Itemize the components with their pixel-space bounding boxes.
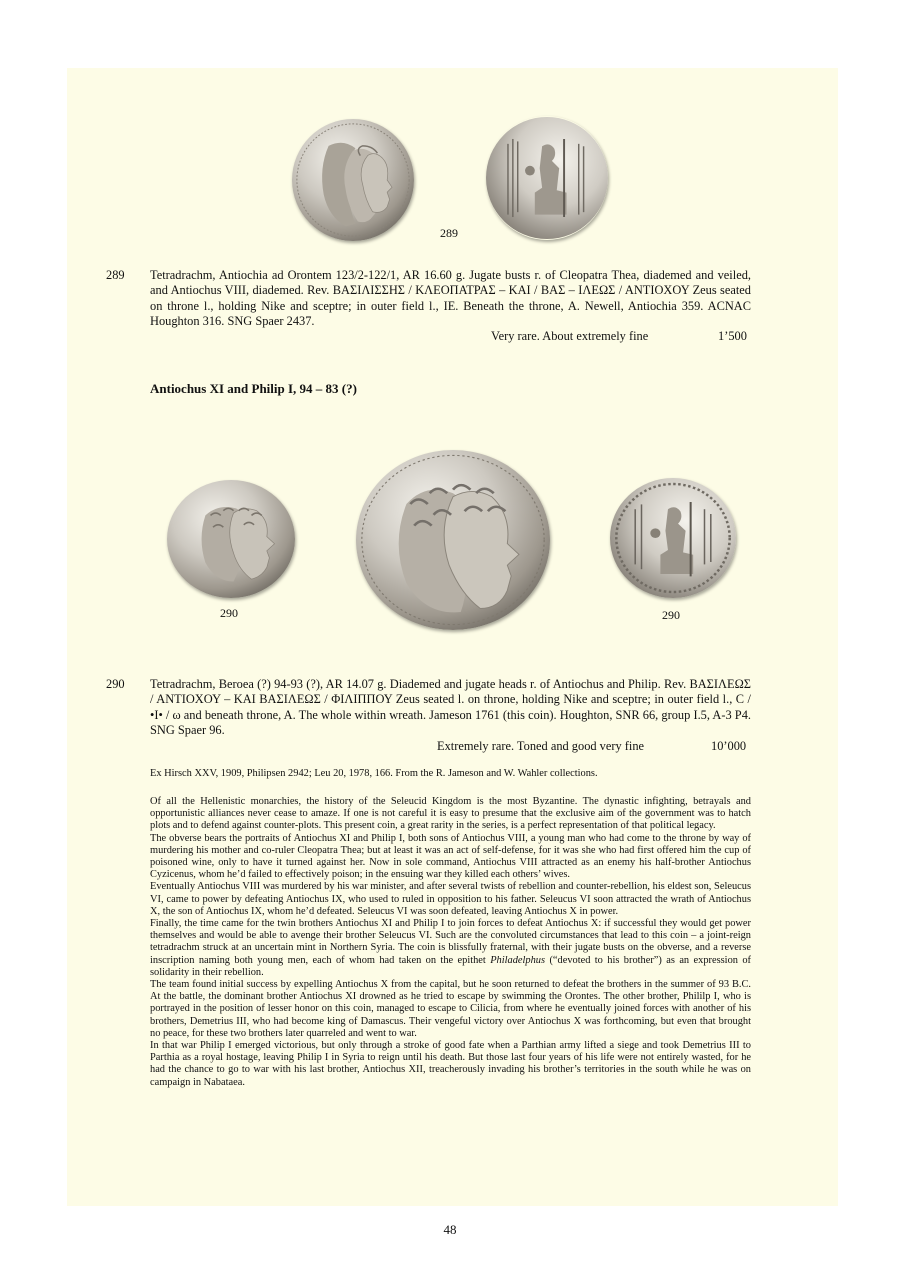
coin-289-image-label: 289 [440, 226, 458, 240]
essay-paragraph: The obverse bears the portraits of Antiochus XI and Philip I, both sons of Antiochus VIII, a young man who had come to the throne by way of murdering his mother and co-ruler Cleopatra Thea; but at least it was an act of self-defense, for it was she who had first offered him the cup of poisoned wine, only to have it turned against her. Now in sole command, Antiochus VIII attracted as an enemy his half-brother Antiochus Cyzicenus, whom he’d failed to effectively poison; in the ensuing war they killed each others’ wives. [150, 832, 751, 881]
coin-290-reverse-image [610, 478, 736, 598]
lot-289-description: Tetradrachm, Antiochia ad Orontem 123/2-122/1, AR 16.60 g. Jugate busts r. of Cleopatra Thea, diademed and veiled, and Antiochus VIII, diademed. Rev. ΒΑΣΙΛΙΣΣΗΣ / ΚΛΕΟΠΑΤΡΑΣ – ΚΑΙ / ΒΑΣ – ΙΛΕΩΣ / ΑΝΤΙΟΧΟΥ Zeus seated on throne l., holding Nike and sceptre; in outer field l., IE. Beneath the throne, A. Newell, Antiochia 359. ACNAC Houghton 316. SNG Spaer 2437. [150, 268, 751, 329]
lot-289-price: 1’500 [718, 329, 747, 343]
essay-paragraph: The team found initial success by expelling Antiochus X from the capital, but he soon returned to defeat the brothers in the summer of 93 B.C. At the battle, the dominant brother Antiochus XI drowned as he tried to escape by swimming the Orontes. The other brother, Phililp I, who is portrayed in the position of lesser honor on this coin, managed to escape to Cilicia, from where he eventually joined forces with another of his brothers, Demetrius III, who had become king of Damascus. Their vengeful victory over Antiochus X was forthcoming, but even that brought no peace, for these two brothers later quarreled and went to war. [150, 979, 751, 1039]
lot-290-provenance: Ex Hirsch XXV, 1909, Philipsen 2942; Leu 20, 1978, 166. From the R. Jameson and W. Wahler collections. [150, 768, 598, 779]
essay-text: Finally, the time came for the twin brothers Antiochus XI and Philip I to join forces to defeat Antiochus X: if successful they would get power themselves and would be able to avenge their brother Seleucus VI. Such are the convoluted circumstances that lead to this coin – a joint-reign tetradrachm struck at an uncertain mint in Northern Syria. The coin is blissfully fraternal, with their jugate busts on the obverse, and a reverse inscription naming both young men, each of whom had taken on the epithet [150, 918, 751, 966]
lot-290-description: Tetradrachm, Beroea (?) 94-93 (?), AR 14.07 g. Diademed and jugate heads r. of Antiochus and Philip. Rev. ΒΑΣΙΛΕΩΣ / ΑΝΤΙΟΧΟΥ – ΚΑΙ ΒΑΣΙΛΕΩΣ / ΦΙΛΙΠΠΟΥ Zeus seated l. on throne, holding Nike and sceptre; in outer field l., C / •I• / ω and beneath throne, A. The whole within wreath. Jameson 1761 (this coin). Houghton, SNR 66, group I.5, A-3 P4. SNG Spaer 96. [150, 677, 751, 738]
coin-290-obverse-large-image [356, 450, 550, 630]
lot-290-price: 10’000 [711, 739, 747, 753]
lot-289-number: 289 [106, 268, 125, 282]
essay-epithet: Philadelphus [490, 954, 546, 966]
coin-290-obverse-small-image [167, 480, 295, 598]
essay-paragraph: Eventually Antiochus VIII was murdered by his war minister, and after several twists of rebellion and counter-rebellion, his eldest son, Seleucus VI, came to power by defeating Antiochus IX, who used to ruled in opposition to his father. Seleucus VI soon attracted the wrath of Antiochus X, the son of Antiochus IX, whom he’d defeated. Seleucus VI was soon defeated, leaving Antiochus X in power. [150, 881, 751, 917]
lot-289-grade: Very rare. About extremely fine [491, 329, 649, 343]
coin-290-image-label-right: 290 [662, 608, 680, 622]
essay-paragraph: Of all the Hellenistic monarchies, the history of the Seleucid Kingdom is the most Byzantine. The dynastic infighting, betrayals and opportunistic alliances never cease to amaze. If one is not careful it is easy to presume that the exclusive aim of the government was to hatch plots and to defend against counter-plots. This present coin, a great rarity in the series, is a perfect representation of that political legacy. [150, 796, 751, 832]
lot-290-number: 290 [106, 677, 125, 691]
page-number: 48 [443, 1222, 457, 1237]
coin-289-reverse-image [486, 116, 608, 240]
coin-290-image-label-left: 290 [220, 606, 238, 620]
coin-289-obverse-image [292, 119, 414, 241]
section-title: Antiochus XI and Philip I, 94 – 83 (?) [150, 381, 357, 396]
essay-paragraph [150, 918, 751, 979]
essay-paragraph: In that war Philip I emerged victorious, but only through a stroke of good fate when a Parthian army lifted a siege and took Demetrius III to Parthia as a royal hostage, leaving Philip I in Syria to reign until his death. But those last four years of his life were not entirely wasted, for he had the chance to go to war with his last brother, Antiochus XII, treacherously invading his brother’s territories in the south while he was on campaign in Nabataea. [150, 1040, 751, 1088]
lot-290-grade: Extremely rare. Toned and good very fine [437, 739, 645, 753]
essay-text: (“devoted to his brother”) as an expression of solidarity in their rebellion. [150, 954, 752, 978]
historical-essay [150, 796, 751, 1089]
